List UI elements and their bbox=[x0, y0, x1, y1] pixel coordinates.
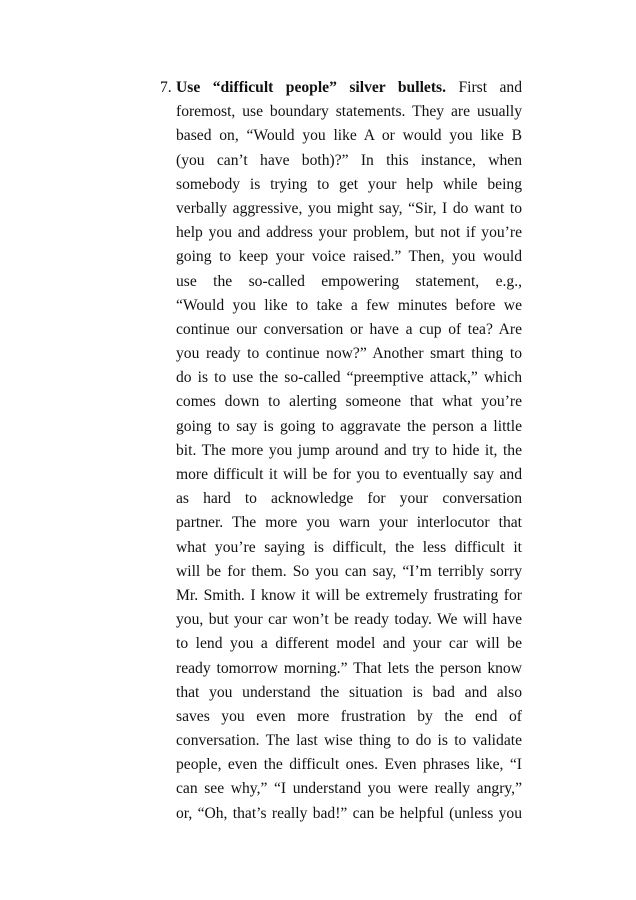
text-line: more difficult it will be for you to eventually say and bbox=[176, 466, 522, 483]
text-line: bit. The more you jump around and try to hide it, the bbox=[176, 441, 522, 459]
text-line: use the so-called empowering statement, e.g., bbox=[176, 272, 522, 290]
list-item-number: 7. bbox=[160, 79, 172, 96]
text-line: comes down to alerting someone that what you’re bbox=[176, 393, 522, 411]
text-line: saves you even more frustration by the end of bbox=[176, 707, 522, 725]
text-line: you ready to continue now?” Another smart thing to bbox=[176, 345, 522, 363]
text-line-1-rest: First and bbox=[458, 79, 522, 96]
text-line: going to keep your voice raised.” Then, you would bbox=[176, 248, 522, 266]
text-line: going to say is going to aggravate the person a little bbox=[176, 417, 522, 435]
item-heading: Use “difficult people” silver bullets. bbox=[176, 79, 446, 96]
text-line: people, even the difficult ones. Even phrases like, “I bbox=[176, 756, 522, 774]
text-line-1 bbox=[176, 76, 522, 100]
text-line: to lend you a different model and your car will be bbox=[176, 635, 522, 653]
paragraph bbox=[176, 76, 522, 826]
text-line: as hard to acknowledge for your conversation bbox=[176, 490, 522, 508]
text-line: “Would you like to take a few minutes before we bbox=[176, 296, 522, 314]
text-line: that you understand the situation is bad and also bbox=[176, 683, 522, 701]
text-line: somebody is trying to get your help while being bbox=[176, 175, 522, 193]
text-line: partner. The more you warn your interlocutor that bbox=[176, 514, 522, 532]
text-line: verbally aggressive, you might say, “Sir, I do want to bbox=[176, 199, 522, 217]
text-line: (you can’t have both)?” In this instance, when bbox=[176, 151, 522, 169]
text-line: continue our conversation or have a cup of tea? Are bbox=[176, 320, 522, 338]
text-line: conversation. The last wise thing to do is to validate bbox=[176, 732, 522, 750]
text-line: do is to use the so-called “preemptive attack,” which bbox=[176, 369, 522, 387]
text-line: what you’re saying is difficult, the less difficult it bbox=[176, 538, 522, 556]
text-line: ready tomorrow morning.” That lets the person know bbox=[176, 659, 522, 677]
text-line: can see why,” “I understand you were really angry,” bbox=[176, 780, 522, 798]
text-line: foremost, use boundary statements. They are usually bbox=[176, 103, 522, 121]
text-line: Mr. Smith. I know it will be extremely frustrating for bbox=[176, 586, 522, 604]
text-line: help you and address your problem, but not if you’re bbox=[176, 224, 522, 242]
text-line: or, “Oh, that’s really bad!” can be helpful (unless you bbox=[176, 804, 522, 822]
text-line: will be for them. So you can say, “I’m terribly sorry bbox=[176, 562, 522, 580]
text-line: you, but your car won’t be ready today. We will have bbox=[176, 611, 522, 629]
text-line: based on, “Would you like A or would you like B bbox=[176, 127, 522, 145]
